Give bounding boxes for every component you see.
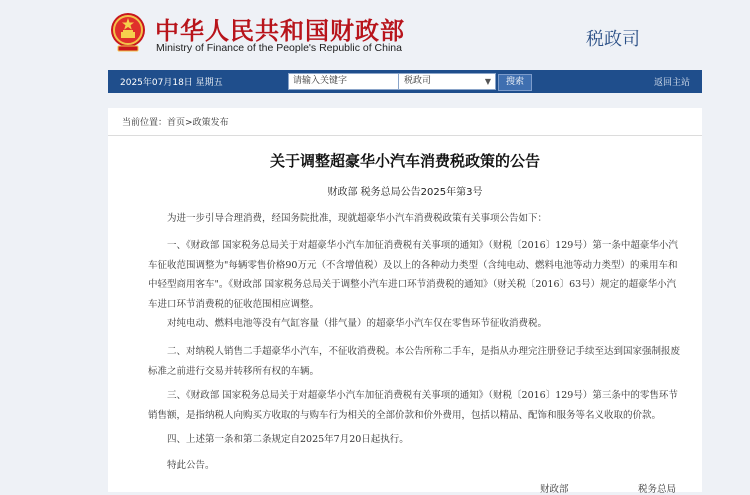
- signature-right: 税务总局: [638, 484, 677, 495]
- article-paragraph: 一、《财政部 国家税务总局关于对超豪华小汽车加征消费税有关事项的通知》（财税〔2016〕129号）第一条中超豪华小汽车征收范围调整为"每辆零售价格90万元（不含增值税）及以上的各种动力类型（含纯电动、燃料电池等动力类型）的乘用车和中轻型商用客车"。《财政部 国家税务总局关于调整小汽车进口环节消费税的通知》（财关税〔2016〕63号）规定的超豪华小汽车进口环节消费税的征收范围相应调整。: [148, 240, 678, 310]
- article-paragraph: 为进一步引导合理消费，经国务院批准，现就超豪华小汽车消费税政策有关事项公告如下：: [167, 213, 548, 224]
- divider: [108, 135, 702, 136]
- article-title: 关于调整超豪华小汽车消费税政策的公告: [269, 152, 540, 170]
- search-scope-select[interactable]: [398, 73, 496, 90]
- site-title[interactable]: 中华人民共和国财政部: [155, 16, 405, 45]
- site-subtitle: Ministry of Finance of the People's Republic of China: [156, 42, 402, 54]
- search-button[interactable]: 搜索: [498, 74, 532, 91]
- national-emblem-icon: [110, 12, 146, 52]
- document-number: 财政部 税务总局公告2025年第3号: [327, 187, 483, 198]
- breadcrumb-section-link[interactable]: 政策发布: [192, 118, 229, 128]
- site-header: [0, 0, 750, 66]
- article-paragraph: 四、上述第一条和第二条规定自2025年7月20日起执行。: [167, 434, 409, 445]
- breadcrumb: [122, 115, 229, 128]
- return-home-link[interactable]: 返回主站: [653, 78, 690, 88]
- article-paragraph: 二、对纳税人销售二手超豪华小汽车，不征收消费税。本公告所称二手车，是指从办理完注册登记手续至达到国家强制报废标准之前进行交易并转移所有权的车辆。: [148, 346, 681, 377]
- signature-left: 财政部: [540, 484, 569, 495]
- main-content: [108, 108, 702, 495]
- current-date: 2025年07月18日 星期五: [120, 78, 223, 88]
- article-paragraph: 三、《财政部 国家税务总局关于对超豪华小汽车加征消费税有关事项的通知》（财税〔2016〕129号）第三条中的零售环节销售额，是指纳税人向购买方收取的与购车行为相关的全部价款和价外费用，包括以精品、配饰和服务等名义收取的价款。: [148, 390, 678, 421]
- search-scope-value: 税政司: [404, 76, 432, 86]
- chevron-down-icon: ▼: [484, 77, 491, 86]
- top-navigation-bar: [108, 70, 702, 93]
- search-input[interactable]: 请输入关键字: [288, 73, 406, 90]
- article-paragraph: 特此公告。: [167, 460, 215, 471]
- breadcrumb-home-link[interactable]: 首页: [167, 118, 186, 128]
- article-paragraph: 对纯电动、燃料电池等没有气缸容量（排气量）的超豪华小汽车仅在零售环节征收消费税。: [167, 318, 548, 329]
- breadcrumb-label: 当前位置：: [122, 118, 168, 128]
- department-name[interactable]: 税政司: [586, 29, 640, 50]
- breadcrumb-separator: >: [185, 118, 193, 128]
